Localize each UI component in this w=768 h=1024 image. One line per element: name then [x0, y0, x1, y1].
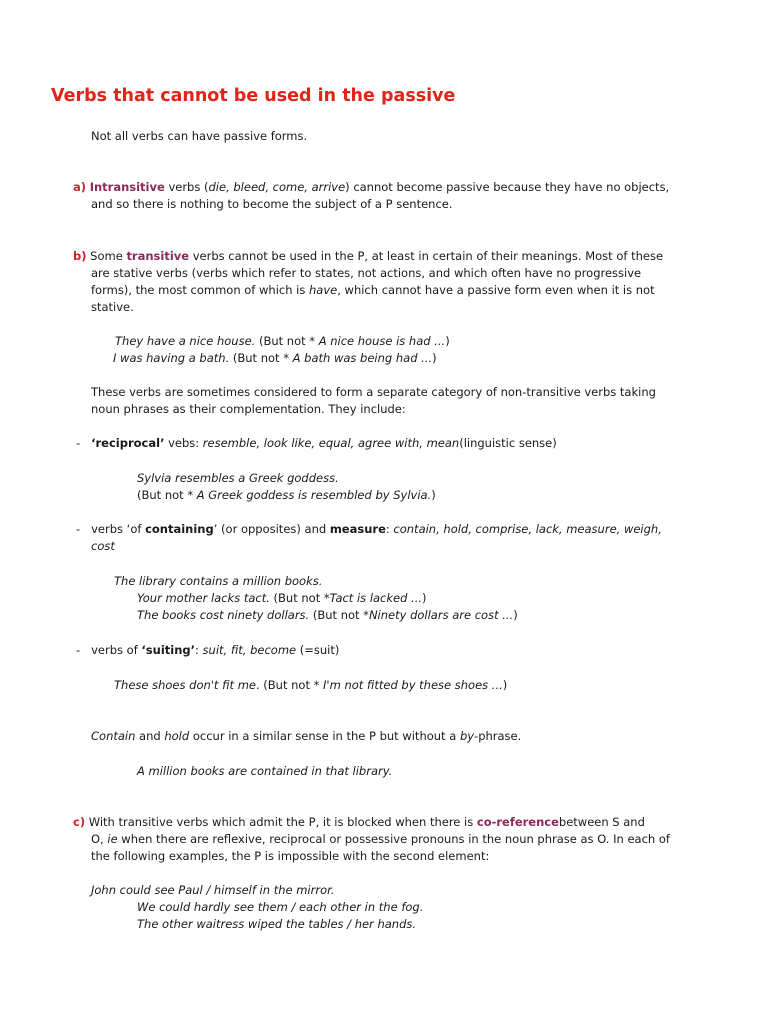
by-word: by — [459, 729, 475, 743]
contain-para — [91, 729, 521, 743]
contain-text-3: -phrase. — [474, 729, 522, 743]
page-title: Verbs that cannot be used in the passive — [51, 86, 456, 106]
section-c-line-2-a: O, — [91, 832, 108, 846]
example-close: ) — [502, 678, 508, 692]
section-c-example-2: We could hardly see them / each other in the fog. — [137, 900, 424, 914]
example-close: ) — [445, 334, 450, 348]
section-c-line-1 — [73, 815, 645, 829]
section-c-ie: ie — [107, 832, 118, 846]
bullet-1-example-1 — [137, 471, 339, 485]
bullet-2-line-1 — [76, 522, 662, 536]
bullet-3-text-3: (=suit) — [296, 643, 340, 657]
example-sentence: The library contains a million books. — [114, 574, 323, 588]
example-note: (But not * — [137, 488, 197, 502]
example-close: ) — [431, 488, 436, 502]
example-passive: Ninety dollars are cost ... — [368, 608, 514, 622]
contain-text: and — [135, 729, 165, 743]
example-sentence: I was having a bath. — [113, 351, 230, 365]
bullet-3-text-2: : — [195, 643, 203, 657]
bullet-dash: - — [76, 522, 81, 536]
section-b-line-3-b: , which cannot have a passive form even when it is not — [337, 283, 655, 297]
section-a-term: Intransitive — [89, 180, 165, 194]
section-c-term: co-reference — [476, 815, 559, 829]
bullet-2-term-2: measure — [329, 522, 386, 536]
section-c-example-1: John could see Paul / himself in the mirror. — [91, 883, 335, 897]
intro-text: Not all verbs can have passive forms. — [91, 129, 308, 143]
bullet-2-example-2 — [137, 591, 427, 605]
section-b-text-2: verbs cannot be used in the P, at least in certain of their meanings. Most of these — [189, 249, 664, 263]
example-sentence: These shoes don't fit me — [114, 678, 256, 692]
section-c-line-3: the following examples, the P is impossible with the second element: — [91, 849, 490, 863]
example-passive: Tact is lacked ... — [329, 591, 423, 605]
contain-text-2: occur in a similar sense in the P but without a — [189, 729, 460, 743]
section-c-line-2-b: when there are reflexive, reciprocal or possessive pronouns in the noun phrase as O. In each of — [117, 832, 670, 846]
example-note: . (But not * — [255, 678, 324, 692]
section-b-line-3 — [91, 283, 655, 297]
bullet-2-text-2: ’ (or opposites) and — [213, 522, 330, 536]
section-b-term: transitive — [126, 249, 190, 263]
section-b-example-2 — [113, 351, 437, 365]
bullet-2-example-3 — [137, 608, 518, 622]
section-b-line-3-a: forms), the most common of which is — [91, 283, 310, 297]
bullet-dash: - — [76, 643, 81, 657]
section-b-example-1 — [115, 334, 450, 348]
bullet-dash: - — [76, 436, 81, 450]
section-a-examples: die, bleed, come, arrive — [208, 180, 346, 194]
bullet-2-line-2: cost — [91, 539, 115, 553]
section-b-line-4: stative. — [91, 300, 134, 314]
section-c-text-2: between S and — [558, 815, 645, 829]
section-a-text: verbs ( — [164, 180, 209, 194]
bullet-1-example-2 — [137, 488, 436, 502]
bullet-2-text: verbs ‘of — [91, 522, 146, 536]
section-a-line-2: and so there is nothing to become the subject of a P sentence. — [91, 197, 453, 211]
bullet-1-verbs: resemble, look like, equal, agree with, mean — [202, 436, 460, 450]
section-c-marker: c) — [73, 815, 86, 829]
section-b-marker: b) — [73, 249, 87, 263]
quote-close: ’ — [160, 436, 165, 450]
bullet-1-text-2: (linguistic sense) — [459, 436, 557, 450]
section-c-text: With transitive verbs which admit the P, it is blocked when there is — [88, 815, 477, 829]
bullet-1-line — [76, 436, 557, 450]
example-passive: A nice house is had ... — [318, 334, 446, 348]
example-note: (But not * — [255, 334, 319, 348]
bullet-2-text-3: : — [385, 522, 394, 536]
bullet-2-verbs: contain, hold, comprise, lack, measure, weigh, — [393, 522, 662, 536]
example-close: ) — [432, 351, 437, 365]
section-b-line-1 — [73, 249, 663, 263]
section-a-text-2: ) cannot become passive because they have no objects, — [345, 180, 670, 194]
section-b-para-2: noun phrases as their complementation. They include: — [91, 402, 406, 416]
example-note: (But not * — [269, 591, 330, 605]
example-note: (But not * — [309, 608, 369, 622]
bullet-3-text: verbs of — [91, 643, 142, 657]
section-a-marker: a) — [73, 180, 87, 194]
bullet-3-term: suiting — [145, 643, 191, 657]
quote-close: ’ — [190, 643, 196, 657]
example-sentence: Sylvia resembles a Greek goddess. — [137, 471, 339, 485]
section-a-line-1 — [73, 180, 669, 194]
bullet-2-term-1: containing — [145, 522, 214, 536]
section-b-text: Some — [90, 249, 127, 263]
bullet-3-verbs: suit, fit, become — [202, 643, 297, 657]
section-c-line-2 — [91, 832, 670, 846]
quote-open: ‘ — [91, 436, 96, 450]
example-close: ) — [513, 608, 518, 622]
example-passive: A Greek goddess is resembled by Sylvia. — [196, 488, 432, 502]
example-sentence: They have a nice house. — [115, 334, 256, 348]
section-b-have: have — [309, 283, 338, 297]
bullet-3-example — [114, 678, 507, 692]
section-b-line-2: are stative verbs (verbs which refer to states, not actions, and which often have no progressive — [91, 266, 642, 280]
hold-word: hold — [164, 729, 190, 743]
quote-open: ‘ — [141, 643, 146, 657]
bullet-2-example-1 — [114, 574, 322, 588]
example-sentence: The books cost ninety dollars. — [137, 608, 310, 622]
contain-word: Contain — [91, 729, 136, 743]
example-note: (But not * — [229, 351, 293, 365]
bullet-3-line — [76, 643, 339, 657]
bullet-1-term: reciprocal — [95, 436, 161, 450]
section-b-para-1: These verbs are sometimes considered to form a separate category of non-transitive verbs taking — [91, 385, 656, 399]
section-c-example-3: The other waitress wiped the tables / her hands. — [137, 917, 417, 931]
bullet-1-text: vebs: — [164, 436, 203, 450]
contain-example: A million books are contained in that library. — [137, 764, 393, 778]
example-close: ) — [422, 591, 427, 605]
example-sentence: Your mother lacks tact. — [137, 591, 270, 605]
example-passive: I'm not fitted by these shoes ... — [323, 678, 503, 692]
example-passive: A bath was being had ... — [292, 351, 433, 365]
